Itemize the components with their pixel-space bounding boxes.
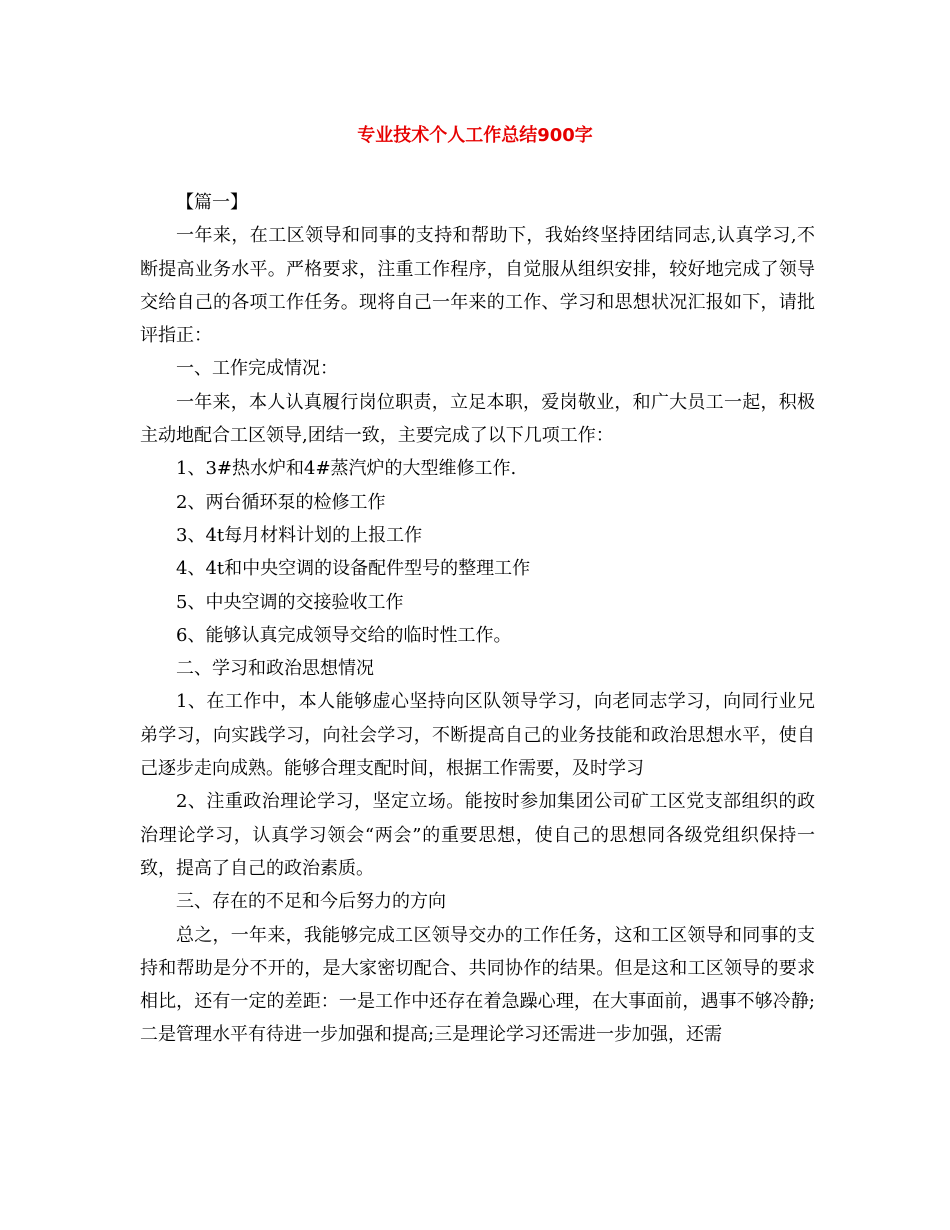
work-item-2: 2、两台循环泵的检修工作 bbox=[176, 491, 386, 513]
section-heading-part-one: 【篇一】 bbox=[176, 192, 248, 213]
work-item-5: 5、中央空调的交接验收工作 bbox=[176, 591, 404, 613]
intro-paragraph: 一年来，在工区领导和同事的支持和帮助下，我始终坚持团结同志,认真学习,不断提高业务水平。严格要求，注重工作程序，自觉服从组织安排，较好地完成了领导交给自己的各项工作任务。现将自己一年来的工作、学习和思想状况汇报如下，请批评指正： bbox=[140, 225, 815, 347]
work-summary-paragraph: 一年来，本人认真履行岗位职责，立足本职，爱岗敬业，和广大员工一起，积极主动地配合工区领导,团结一致，主要完成了以下几项工作： bbox=[140, 391, 815, 447]
page-title: 专业技术个人工作总结900字 bbox=[357, 125, 593, 146]
section-heading-work-completion: 一、工作完成情况： bbox=[176, 358, 338, 380]
study-item-2: 2、注重政治理论学习，坚定立场。能按时参加集团公司矿工区党支部组织的政治理论学习，认真学习领会“两会”的重要思想，使自己的思想同各级党组织保持一致，提高了自己的政治素质。 bbox=[140, 791, 815, 879]
work-item-6: 6、能够认真完成领导交给的临时性工作。 bbox=[176, 624, 512, 646]
work-item-1: 1、3#热水炉和4#蒸汽炉的大型维修工作. bbox=[176, 458, 517, 480]
document-body bbox=[140, 186, 815, 1052]
section-heading-study-politics: 二、学习和政治思想情况 bbox=[176, 658, 374, 680]
study-item-1: 1、在工作中，本人能够虚心坚持向区队领导学习，向老同志学习，向同行业兄弟学习，向实践学习，向社会学习，不断提高自己的业务技能和政治思想水平，使自己逐步走向成熟。能够合理支配时间，根据工作需要，及时学习 bbox=[140, 691, 815, 780]
work-item-4: 4、4t和中央空调的设备配件型号的整理工作 bbox=[176, 558, 531, 580]
work-item-3: 3、4t每月材料计划的上报工作 bbox=[176, 524, 423, 546]
section-heading-shortcomings: 三、存在的不足和今后努力的方向 bbox=[176, 891, 446, 913]
conclusion-paragraph: 总之，一年来，我能够完成工区领导交办的工作任务，这和工区领导和同事的支持和帮助是分不开的，是大家密切配合、共同协作的结果。但是这和工区领导的要求相比，还有一定的差距：一是工作中还存在着急躁心理，在大事面前，遇事不够冷静;二是管理水平有待进一步加强和提高;三是理论学习还需进一步加强，还需 bbox=[140, 924, 815, 1046]
